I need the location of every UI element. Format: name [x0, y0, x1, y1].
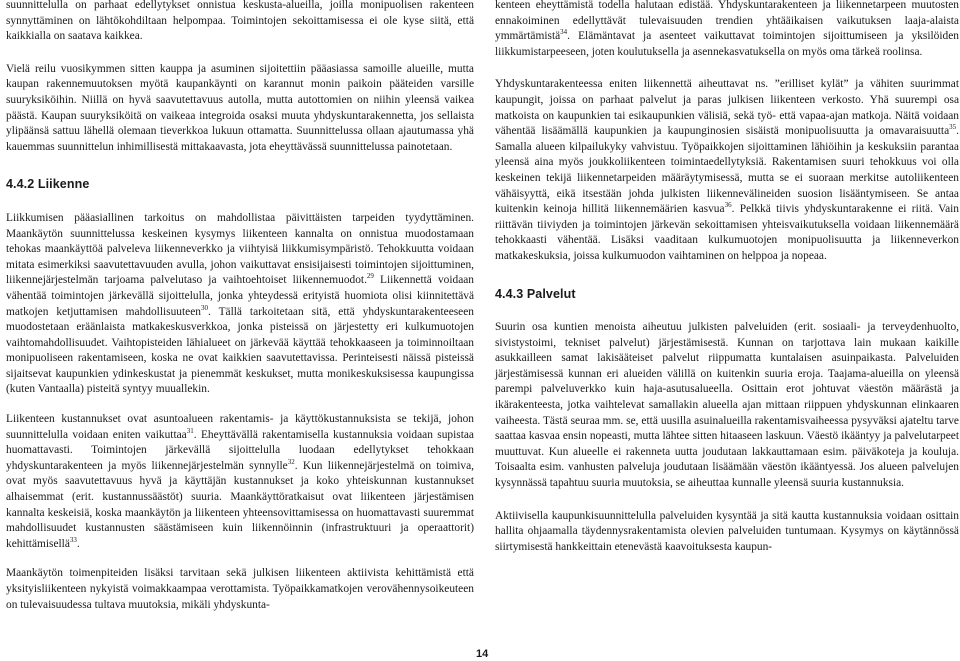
text: . Tällä tarkoitetaan sitä, että yhdyskuntarakenteeseen muodostetaan eräänlaista matkakeskusverkkoa, jonka pisteissä on järjestetty eri kulkumuotojen vaihtomahdollisuudet. Vaihtopisteiden lähialueet on järkevää käyttää tehokkaaseen ja toiminnoiltaan monipuoliseen rakentamiseen, koska ne ovat kaikkien saavutettavissa. Perinteisesti näissä pisteissä sijaitsevat kaupunkien ydinkeskustat ja pienemmät keskukset, mutta monikeskuksisessa kaupungissa (kuten Vantaalla) pisteitä syntyy muuallekin. [6, 305, 474, 396]
paragraph: Maankäytön toimenpiteiden lisäksi tarvitaan sekä julkisen liikenteen aktiivista kehittämistä että yksityisliikenteen nykyistä voimakkaampaa verottamista. Työpaikkamatkojen verovähennysoikeuteen on tulevaisuudessa tultava muutoksia, mikäli yhdyskunta- [6, 567, 474, 611]
footnote-ref: 35 [949, 123, 957, 132]
footnote-ref: 34 [560, 28, 568, 37]
footnote-ref: 31 [186, 426, 194, 435]
text: . [76, 537, 80, 550]
text: . Elämäntavat ja asenteet vaikuttavat toimintojen sijoittumiseen ja yksilöiden liikkumistarpeeseen, joten koulutuksella ja asennekasvatuksella on myös oma tärkeä roolinsa. [495, 30, 959, 58]
footnote-ref: 32 [287, 458, 295, 467]
footnote-ref: 30 [200, 303, 208, 312]
paragraph: suunnittelulla on parhaat edellytykset onnistua keskusta-alueilla, joilla monipuolisen rakenteen synnyttäminen on lähtökohdiltaan helpompaa. Toimintojen sekoittamisessa ei ole kyse siitä, että kaikkialla on saatava kaikkea. [6, 0, 474, 43]
text: Liikkumisen pääasiallinen tarkoitus on mahdollistaa päivittäisten tarpeiden tyydyttäminen. Maankäytön suunnittelussa keskeinen kysymys liikenteen kannalta on onnistua muodostamaan tehokas maankäyttöä palveleva liikenneverkko ja viihtyisä liikkumisympäristö. Tehokkuutta voidaan mitata esimerkiksi saavutettavuuden avulla, johon vaikuttavat ensisijaisesti toimintojen sijoittuminen, liikennejärjestelmän tarjoama palvelutaso ja vaihtoehtoiset liikennemuodot. [6, 211, 474, 287]
text: . Samalla alueen kilpailukyky vahvistuu. Työpaikkojen sijoittaminen lähiöihin ja keskuksiin parantaa yleensä aina myös joukkoliikenteen toimintaedellytyksiä. Rakentamisen suuri tehokkuus voi olla keskeinen tekijä liikennetarpeiden määräytymisessä, mutta se ei suoraan merkitse autoliikenteen vähäisyyttä, eikä itsestään johda julkisten liikennevälineiden suosion lisääntymiseen. Se antaa kuitenkin keinoja hillitä liikennemäärien kasvua [495, 125, 959, 216]
paragraph: Suurin osa kuntien menoista aiheutuu julkisten palveluiden (erit. sosiaali- ja terveydenhuolto, sivistystoimi, tekniset palvelut) järjestämisestä. Kunnan on tarjottava lain mukaan kaikille asukkailleen samat lakisääteiset palvelut riippumatta kuntalaisen asuinpaikasta. Palveluiden järjestämisessä kunnan eri alueiden välillä on kuitenkin suuria eroja. Taajama-alueilla on yleensä parempi palveluverkko kuin haja-asutusalueella. Osittain erot johtuvat väestön määrästä ja ikärakenteesta, jotka vaihtelevat samallakin alueella ajan mittaan riippuen yhdyskunnan elinkaaren vaiheesta. Tästä seuraa mm. se, että uusilla asuinalueilla rakentamisvaiheessa pysyväksi ajateltu tarve saattaa kasvaa ensin nopeasti, mutta lähtee sitten hitaaseen laskuun. Väestö ikääntyy ja palvelutarpeet muuttuvat. Kun alueelle ei rakenneta uutta joudutaan lakkauttamaan esim. päiväkoteja ja kouluja. Toisaalta esim. vanhusten palveluja joudutaan lisäämään väestön ikääntyessä. Jos alueen palvelujen kysynnässä tapahtuu suuria muutoksia, se aiheuttaa kunnalle yleensä suuria kustannuksia. [495, 321, 959, 490]
left-column [6, 0, 474, 630]
paragraph [495, 77, 959, 264]
paragraph [6, 412, 474, 552]
text: Liikennettä voidaan vähentää toimintojen järkevällä sijoittelulla, jonka yhteydessä erityistä huomiota olisi kiinnitettävä matkojen ketjuttamisen mahdollisuuteen [6, 274, 474, 318]
section-heading-palvelut: 4.4.3 Palvelut [495, 286, 576, 301]
paragraph [495, 0, 959, 60]
footnote-ref: 33 [69, 536, 77, 545]
text: Yhdyskuntarakenteessa eniten liikennettä aiheuttavat ns. ”erilliset kylät” ja vähiten suurimmat kaupungit, joissa on parhaat palvelut ja paras julkisen liikenteen verkosto. Yhä suurempi osa matkoista on kaupunkien tai esikaupunkien välisiä, sekä työ- että vapaa-ajan matkoja. Näitä voidaan vähentää lisäämällä kaupunkien ja kaupunginosien sisäistä monipuolisuutta ja omavaraisuutta [495, 78, 959, 138]
text: . Eheyttävällä rakentamisella kustannuksia voidaan supistaa huomattavasti. Toimintojen järkevällä sijoittelulla luodaan edellytykset tehokkaan yhdyskuntarakenteen ja myös liikennejärjestelmän synnylle [6, 428, 474, 472]
text: Liikenteen kustannukset ovat asuntoalueen rakentamis- ja käyttökustannuksista se tekijä, johon suunnittelulla voidaan eniten vaikuttaa [6, 413, 474, 441]
paragraph [6, 211, 474, 398]
text: . Pelkkä tiivis yhdyskuntarakenne ei riitä. Vain riittävän tiiviyden ja toimintojen järkevän sekoittamisen yhteisvaikutuksella voidaan liikennemäärä tehokkaasti vähentää. Lisäksi vaaditaan kulkumuotojen monipuolisuutta ja liikenneverkon matkakeskuksia, joissa kulkumuodon vaihtaminen on helppoa ja nopeaa. [495, 203, 959, 262]
footnote-ref: 36 [724, 201, 732, 210]
right-column [495, 0, 959, 572]
paragraph: Aktiivisella kaupunkisuunnittelulla palveluiden kysyntää ja sitä kautta kustannuksia voidaan osittain hallita ohjaamalla täydennysrakentamista olevien palveluiden tuntumaan. Kysymys on käytännössä siirtymisestä hankkeittain etenevästä kaavoituksesta kaupun- [495, 509, 959, 553]
text: kenteen eheyttämistä todella halutaan edistää. Yhdyskuntarakenteen ja liikennetarpeen muutosten ennakoiminen edellyttävät tulevaisuuden trendien yhtääikaisen vaikutuksen laaja-alaista ymmärtämistä [495, 0, 959, 43]
page-number: 14 [476, 648, 489, 660]
footnote-ref: 29 [366, 272, 374, 281]
text: . Kun liikennejärjestelmä on toimiva, ovat myös saavutettavuus hyvä ja käyttäjän kustannukset ja koko yhteiskunnan kustannukset alhaisemmat (erit. kustannussäästöt) suuria. Maankäyttöratkaisut ovat liikenteen järjestämisen kannalta keskeisiä, koska maankäytön ja liikenteen yhteensovittamisessa on huomattavasti suuremmat mahdollisuudet kustannusten säästämiseen kuin liikennöinnin (infrastruktuuri ja operaattorit) kehittämisellä [6, 459, 474, 550]
paragraph: Vielä reilu vuosikymmen sitten kauppa ja asuminen sijoitettiin pääasiassa samoille alueille, mutta kaupan rakennemuutoksen myötä kaupankäynti on karannut monin paikoin pääteiden varsille suuryksiköihin. Niillä on hyvä saavutettavuus autolla, mutta autottomien on niihin yleensä vaikea päästä. Kaupan suuryksiköitä on vaikeaa integroida osaksi muuta yhdyskuntarakennetta, jos sellaista ylipäänsä sattuu lähellä olemaan tieverkkoa lukuun ottamatta. Suunnittelussa ollaan ajautumassa yhä kauemmas suunnittelun inhimillisestä mittakaavasta, jota eheyttävässä suunnittelussa painotetaan. [6, 62, 474, 153]
section-heading-liikenne: 4.4.2 Liikenne [6, 177, 90, 192]
